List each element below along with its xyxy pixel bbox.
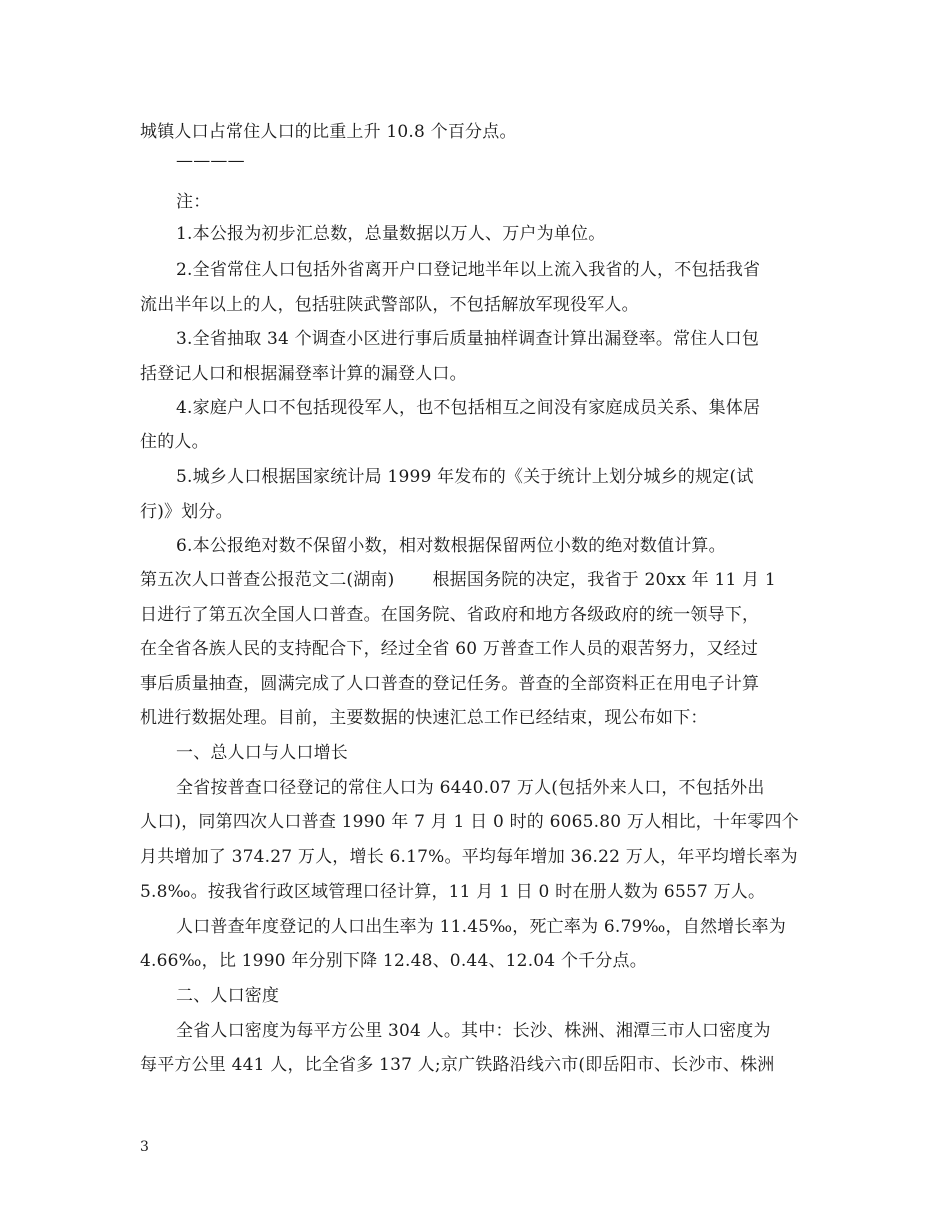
population-paragraph-line: 月共增加了 374.27 万人，增长 6.17%。平均每年增加 36.22 万人，年平均增长率为 <box>140 847 798 867</box>
note-1: 1.本公报为初步汇总数，总量数据以万人、万户为单位。 <box>176 224 606 244</box>
population-paragraph-line: 人口)，同第四次人口普查 1990 年 7 月 1 日 0 时的 6065.80 万人相比，十年零四个 <box>140 812 799 832</box>
section-title: 第五次人口普查公报范文二(湖南) <box>140 570 395 590</box>
population-paragraph-line: 5.8‰。按我省行政区域管理口径计算，11 月 1 日 0 时在册人数为 6557 万人。 <box>140 882 766 902</box>
intro-paragraph-start: 根据国务院的决定，我省于 20xx 年 11 月 1 <box>432 570 776 590</box>
note-2: 2.全省常住人口包括外省离开户口登记地半年以上流入我省的人，不包括我省 <box>176 260 761 280</box>
note-6: 6.本公报绝对数不保留小数，相对数根据保留两位小数的绝对数值计算。 <box>176 536 726 556</box>
density-paragraph-line: 每平方公里 441 人，比全省多 137 人;京广铁路沿线六市(即岳阳市、长沙市、株洲 <box>140 1055 775 1075</box>
birth-rate-paragraph-line: 人口普查年度登记的人口出生率为 11.45‰，死亡率为 6.79‰，自然增长率为 <box>176 917 786 937</box>
note-5-continued: 行)》划分。 <box>140 502 233 522</box>
notes-heading: 注： <box>176 192 211 212</box>
birth-rate-paragraph-line: 4.66‰，比 1990 年分别下降 12.48、0.44、12.04 个千分点。 <box>140 951 647 971</box>
note-3-continued: 括登记人口和根据漏登率计算的漏登人口。 <box>140 364 467 384</box>
note-3: 3.全省抽取 34 个调查小区进行事后质量抽样调查计算出漏登率。常住人口包 <box>176 329 760 349</box>
population-paragraph-line: 全省按普查口径登记的常住人口为 6440.07 万人(包括外来人口，不包括外出 <box>176 778 765 798</box>
intro-paragraph-line: 事后质量抽查，圆满完成了人口普查的登记任务。普查的全部资料正在用电子计算 <box>140 674 760 694</box>
intro-paragraph-line: 日进行了第五次全国人口普查。在国务院、省政府和地方各级政府的统一领导下， <box>140 605 760 625</box>
intro-paragraph-line: 机进行数据处理。目前，主要数据的快速汇总工作已经结束，现公布如下： <box>140 708 708 728</box>
section-heading-line <box>140 568 776 592</box>
subheading-total-population: 一、总人口与人口增长 <box>176 743 348 763</box>
intro-paragraph-line: 在全省各族人民的支持配合下，经过全省 60 万普查工作人员的艰苦努力，又经过 <box>140 639 759 659</box>
separator-line: ———— <box>176 151 245 171</box>
text-line: 城镇人口占常住人口的比重上升 10.8 个百分点。 <box>140 122 517 142</box>
note-2-continued: 流出半年以上的人，包括驻陕武警部队，不包括解放军现役军人。 <box>140 295 639 315</box>
note-4-continued: 住的人。 <box>140 432 209 452</box>
page-number: 3 <box>140 1139 149 1155</box>
subheading-population-density: 二、人口密度 <box>176 986 280 1006</box>
note-5: 5.城乡人口根据国家统计局 1999 年发布的《关于统计上划分城乡的规定(试 <box>176 467 754 487</box>
note-4: 4.家庭户人口不包括现役军人，也不包括相互之间没有家庭成员关系、集体居 <box>176 398 761 418</box>
density-paragraph-line: 全省人口密度为每平方公里 304 人。其中：长沙、株洲、湘潭三市人口密度为 <box>176 1021 771 1041</box>
